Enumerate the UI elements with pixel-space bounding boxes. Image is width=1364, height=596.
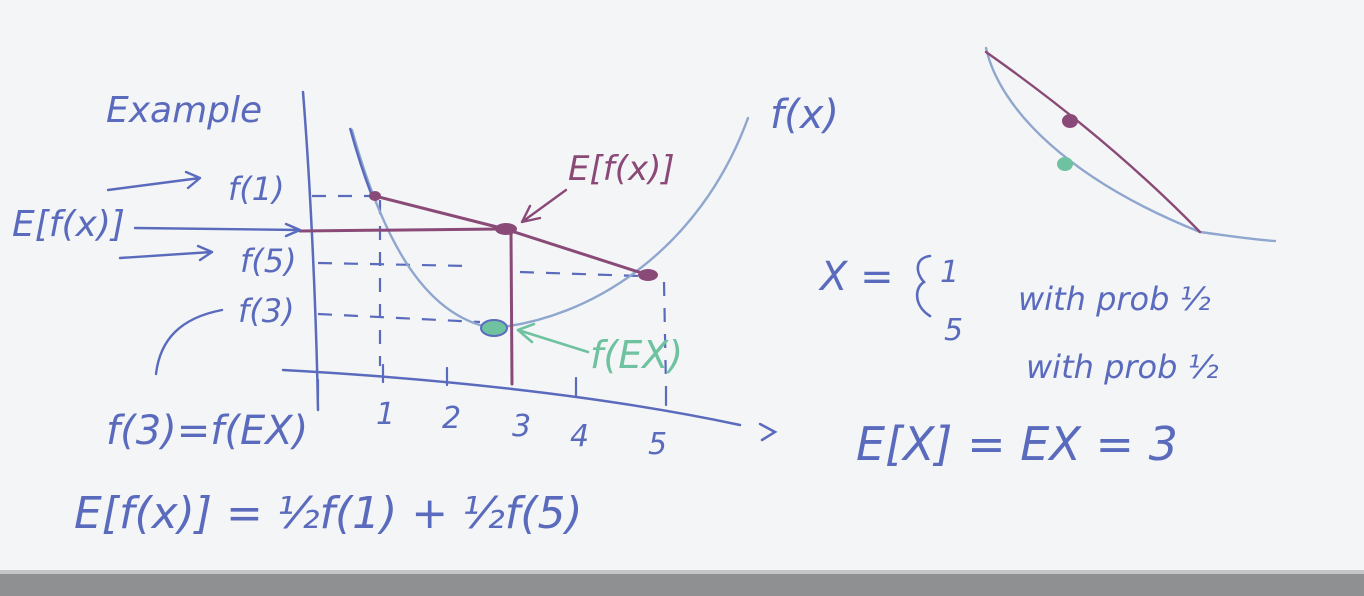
x-tick-label-4: 4 [570,419,590,454]
x-tick-label-5: 5 [648,427,668,462]
x-def-lhs: X = [820,254,894,300]
sketch-chord-point [1062,114,1078,128]
fx-label: f(x) [770,92,839,138]
board-bottom-edge [0,572,1364,596]
x-tick-label-2: 2 [442,401,462,436]
f1-label: f(1) [228,170,285,208]
board-bottom-rail [0,570,1364,574]
f3-equals-fex: f(3)=f(EX) [106,408,309,454]
f-ex-label: f(EX) [590,333,684,377]
f3-label: f(3) [238,292,295,330]
expectation-equation: E[f(x)] = ½f(1) + ½f(5) [74,488,583,539]
x-val-5: 5 [944,313,964,348]
prob-line-2: with prob ½ [1026,348,1219,386]
sketch-curve-point [1057,157,1073,171]
title-text: Example [106,90,263,131]
ex-equation: E[X] = EX = 3 [856,417,1178,471]
x-tick-label-3: 3 [512,409,532,444]
e-fx-left-label: E[f(x)] [12,204,125,245]
vertical-at-3 [511,232,512,384]
point-f-ex [481,320,507,336]
e-fx-arrow-label: E[f(x)] [568,149,675,189]
x-val-1: 1 [940,255,960,290]
prob-line-1: with prob ½ [1018,280,1211,318]
x-tick-label-1: 1 [376,397,396,432]
f5-label: f(5) [240,242,297,280]
e-fx-horizontal [300,229,500,231]
point-e-fx [495,223,517,235]
point-f5 [638,269,658,281]
point-f1 [369,191,381,201]
